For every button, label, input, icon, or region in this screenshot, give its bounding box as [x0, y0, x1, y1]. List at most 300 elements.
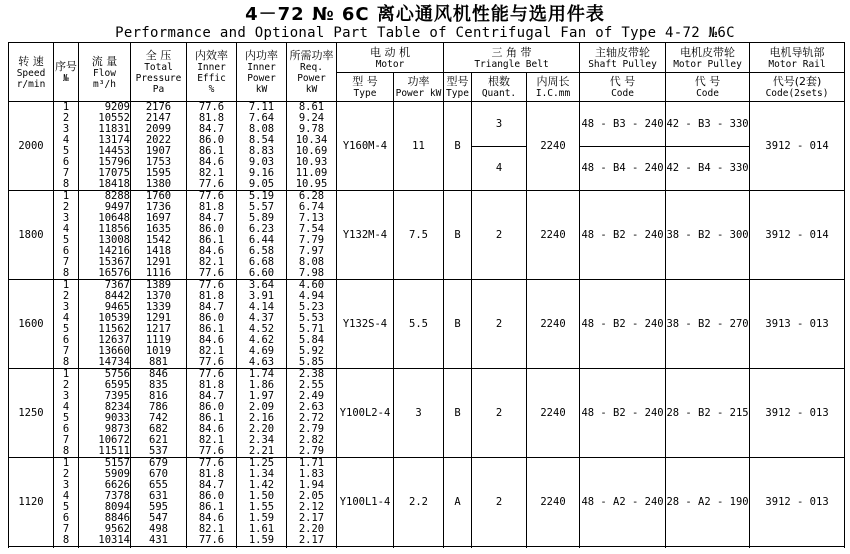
pressure-cell-value: 1595: [145, 167, 172, 179]
seq-cell-value: 2: [62, 290, 70, 302]
pressure-cell-value: 595: [149, 501, 168, 513]
table-row: [9, 191, 845, 280]
req-power-cell-value: 1.83: [298, 468, 325, 480]
efficiency-cell-value: 82.1: [198, 523, 225, 535]
pressure-cell-value: 1370: [145, 290, 172, 302]
efficiency-cell-value: 84.7: [198, 212, 225, 224]
shaft-pulley-cell: 48 - B3 - 240: [580, 102, 666, 147]
req-power-cell-value: 5.23: [298, 301, 325, 313]
seq-cell-value: 8: [62, 445, 70, 457]
pressure-cell-value: 1760: [145, 190, 172, 202]
motor-type-cell: Y132S-4: [337, 280, 394, 369]
pressure-cell-value: 2099: [145, 123, 172, 135]
pressure-cell-value: 1389: [145, 279, 172, 291]
efficiency-cell-value: 77.6: [198, 368, 225, 380]
title-english: Performance and Optional Part Table of Centrifugal Fan of Type 4-72 №6C: [115, 25, 735, 41]
inner-power-cell: [237, 369, 287, 458]
belt-quant-cell: 3: [472, 102, 527, 147]
pressure-cell-value: 1339: [145, 301, 172, 313]
belt-type-cell: B: [444, 280, 472, 369]
header-belt-type: 型号 Type: [444, 73, 472, 102]
req-power-cell-value: 9.24: [298, 112, 325, 124]
flow-cell-value: 8094: [104, 501, 130, 513]
inner-power-cell-value: 1.59: [248, 534, 275, 546]
header-motor-type: 型 号 Type: [337, 73, 394, 102]
flow-cell-value: 5157: [104, 457, 130, 469]
inner-power-cell-value: 9.16: [248, 167, 275, 179]
efficiency-cell: [187, 280, 237, 369]
flow-cell-value: 9497: [104, 201, 130, 213]
inner-power-cell-value: 2.16: [248, 412, 275, 424]
req-power-cell-value: 2.79: [298, 423, 325, 435]
belt-type-cell: B: [444, 369, 472, 458]
efficiency-cell-value: 84.6: [198, 334, 225, 346]
efficiency-cell-value: 84.7: [198, 390, 225, 402]
req-power-cell: [287, 280, 337, 369]
inner-power-cell-value: 1.34: [248, 468, 275, 480]
flow-cell-value: 9465: [104, 301, 130, 313]
inner-power-cell-value: 5.89: [248, 212, 275, 224]
flow-cell-value: 8234: [104, 401, 130, 413]
seq-cell-value: 3: [62, 390, 70, 402]
speed-cell: 1600: [9, 280, 54, 369]
inner-power-cell-value: 5.19: [248, 190, 275, 202]
inner-power-cell-value: 4.62: [248, 334, 275, 346]
inner-power-cell-value: 4.63: [248, 356, 275, 368]
inner-power-cell-value: 8.83: [248, 145, 275, 157]
req-power-cell-value: 10.69: [295, 145, 328, 157]
motor-pulley-cell: 42 - B4 - 330: [666, 146, 750, 191]
pressure-cell-value: 1907: [145, 145, 172, 157]
seq-cell-value: 2: [62, 112, 70, 124]
flow-cell-value: 8288: [104, 190, 130, 202]
flow-cell: [79, 280, 131, 369]
table-row: [9, 102, 845, 147]
efficiency-cell-value: 77.6: [198, 190, 225, 202]
efficiency-cell-value: 84.7: [198, 479, 225, 491]
req-power-cell: [287, 102, 337, 191]
pressure-cell-value: 1116: [145, 267, 172, 279]
inner-power-cell-value: 6.60: [248, 267, 275, 279]
req-power-cell-value: 5.85: [298, 356, 325, 368]
inner-power-cell-value: 4.14: [248, 301, 275, 313]
req-power-cell-value: 2.63: [298, 401, 325, 413]
header-efficiency: 内效率 Inner Effic %: [187, 43, 237, 102]
pressure-cell-value: 1697: [145, 212, 172, 224]
req-power-cell-value: 6.74: [298, 201, 325, 213]
seq-cell-value: 5: [62, 234, 70, 246]
shaft-pulley-cell: 48 - B2 - 240: [580, 280, 666, 369]
pressure-cell-value: 1753: [145, 156, 172, 168]
seq-cell-value: 3: [62, 301, 70, 313]
seq-cell-value: 5: [62, 323, 70, 335]
motor-pulley-cell: 28 - A2 - 190: [666, 458, 750, 547]
efficiency-cell-value: 77.6: [198, 267, 225, 279]
table-row: [9, 280, 845, 369]
header-motor-rail-code: 代号(2套) Code(2sets): [750, 73, 845, 102]
inner-power-cell-value: 9.05: [248, 178, 275, 190]
inner-power-cell-value: 4.69: [248, 345, 275, 357]
req-power-cell-value: 10.93: [295, 156, 328, 168]
pressure-cell-value: 631: [149, 490, 168, 502]
belt-type-cell: B: [444, 191, 472, 280]
pressure-cell-value: 1217: [145, 323, 172, 335]
inner-power-cell: [237, 191, 287, 280]
req-power-cell: [287, 191, 337, 280]
seq-cell-value: 8: [62, 178, 70, 190]
flow-cell-value: 9873: [104, 423, 130, 435]
req-power-cell-value: 8.61: [298, 101, 325, 113]
motor-type-cell: Y160M-4: [337, 102, 394, 191]
efficiency-cell-value: 77.6: [198, 101, 225, 113]
seq-cell-value: 7: [62, 256, 70, 268]
flow-cell-value: 5909: [104, 468, 130, 480]
header-belt: 三 角 带 Triangle Belt: [444, 43, 580, 73]
seq-cell-value: 8: [62, 356, 70, 368]
req-power-cell-value: 7.97: [298, 245, 325, 257]
header-shaft-pulley: 主轴皮带轮 Shaft Pulley: [580, 43, 666, 73]
flow-cell: [79, 191, 131, 280]
req-power-cell-value: 9.78: [298, 123, 325, 135]
req-power-cell-value: 2.49: [298, 390, 325, 402]
motor-type-cell: Y132M-4: [337, 191, 394, 280]
pressure-cell-value: 881: [149, 356, 168, 368]
header-motor-pulley: 电机皮带轮 Motor Pulley: [666, 43, 750, 73]
seq-cell-value: 4: [62, 223, 70, 235]
belt-type-cell: B: [444, 102, 472, 191]
motor-type-cell: Y100L2-4: [337, 369, 394, 458]
efficiency-cell-value: 86.0: [198, 401, 225, 413]
efficiency-cell-value: 81.8: [198, 112, 225, 124]
flow-cell-value: 14734: [98, 356, 130, 368]
belt-ic-cell: 2240: [527, 191, 580, 280]
pressure-cell-value: 1019: [145, 345, 172, 357]
pressure-cell: [131, 369, 187, 458]
inner-power-cell-value: 1.74: [248, 368, 275, 380]
motor-pulley-cell: 28 - B2 - 215: [666, 369, 750, 458]
flow-cell-value: 7378: [104, 490, 130, 502]
header-belt-ic: 内周长 I.C.mm: [527, 73, 580, 102]
seq-cell-value: 3: [62, 212, 70, 224]
inner-power-cell-value: 7.64: [248, 112, 275, 124]
req-power-cell-value: 11.09: [295, 167, 328, 179]
flow-cell-value: 14216: [98, 245, 130, 257]
seq-cell-value: 6: [62, 512, 70, 524]
header-seq: 序号 №: [54, 43, 79, 102]
seq-cell-value: 1: [62, 279, 70, 291]
inner-power-cell-value: 1.50: [248, 490, 275, 502]
seq-cell: [54, 102, 79, 191]
efficiency-cell-value: 77.6: [198, 178, 225, 190]
efficiency-cell: [187, 369, 237, 458]
flow-cell-value: 8442: [104, 290, 130, 302]
belt-quant-cell: 2: [472, 191, 527, 280]
pressure-cell-value: 742: [149, 412, 168, 424]
inner-power-cell-value: 6.44: [248, 234, 275, 246]
pressure-cell-value: 2147: [145, 112, 172, 124]
pressure-cell-value: 682: [149, 423, 168, 435]
flow-cell-value: 10539: [98, 312, 130, 324]
efficiency-cell-value: 77.6: [198, 445, 225, 457]
inner-power-cell-value: 5.57: [248, 201, 275, 213]
motor-type-cell: Y100L1-4: [337, 458, 394, 547]
efficiency-cell-value: 84.7: [198, 301, 225, 313]
pressure-cell-value: 2022: [145, 134, 172, 146]
motor-power-cell: 7.5: [394, 191, 444, 280]
seq-cell-value: 4: [62, 312, 70, 324]
pressure-cell-value: 1380: [145, 178, 172, 190]
motor-rail-cell: 3912 - 014: [750, 191, 845, 280]
inner-power-cell-value: 6.58: [248, 245, 275, 257]
seq-cell-value: 5: [62, 501, 70, 513]
efficiency-cell-value: 86.1: [198, 234, 225, 246]
speed-cell: 1120: [9, 458, 54, 547]
flow-cell-value: 6595: [104, 379, 130, 391]
efficiency-cell-value: 81.8: [198, 290, 225, 302]
table-row: [9, 369, 845, 458]
pressure-cell: [131, 191, 187, 280]
req-power-cell-value: 5.92: [298, 345, 325, 357]
header-speed: 转 速 Speed r/min: [9, 43, 54, 102]
pressure-cell-value: 655: [149, 479, 168, 491]
req-power-cell-value: 2.72: [298, 412, 325, 424]
inner-power-cell-value: 2.21: [248, 445, 275, 457]
efficiency-cell-value: 84.6: [198, 423, 225, 435]
flow-cell-value: 16576: [98, 267, 130, 279]
pressure-cell-value: 816: [149, 390, 168, 402]
belt-ic-cell: 2240: [527, 458, 580, 547]
inner-power-cell-value: 3.91: [248, 290, 275, 302]
flow-cell-value: 11831: [98, 123, 130, 135]
flow-cell-value: 10672: [98, 434, 130, 446]
motor-rail-cell: 3913 - 013: [750, 280, 845, 369]
req-power-cell-value: 10.34: [295, 134, 328, 146]
motor-power-cell: 11: [394, 102, 444, 191]
efficiency-cell-value: 77.6: [198, 279, 225, 291]
motor-pulley-cell: 38 - B2 - 300: [666, 191, 750, 280]
efficiency-cell-value: 81.8: [198, 201, 225, 213]
req-power-cell-value: 4.94: [298, 290, 325, 302]
seq-cell-value: 7: [62, 345, 70, 357]
inner-power-cell-value: 1.25: [248, 457, 275, 469]
efficiency-cell-value: 77.6: [198, 457, 225, 469]
motor-rail-cell: 3912 - 013: [750, 458, 845, 547]
shaft-pulley-cell: 48 - B2 - 240: [580, 191, 666, 280]
efficiency-cell-value: 86.1: [198, 412, 225, 424]
pressure-cell-value: 547: [149, 512, 168, 524]
req-power-cell-value: 2.55: [298, 379, 325, 391]
belt-type-cell: A: [444, 458, 472, 547]
inner-power-cell-value: 1.61: [248, 523, 275, 535]
inner-power-cell: [237, 458, 287, 547]
inner-power-cell-value: 1.42: [248, 479, 275, 491]
inner-power-cell-value: 9.03: [248, 156, 275, 168]
efficiency-cell: [187, 458, 237, 547]
belt-ic-cell: 2240: [527, 280, 580, 369]
inner-power-cell-value: 2.34: [248, 434, 275, 446]
flow-cell-value: 13660: [98, 345, 130, 357]
flow-cell-value: 5756: [104, 368, 130, 380]
inner-power-cell-value: 3.64: [248, 279, 275, 291]
belt-quant-cell: 2: [472, 280, 527, 369]
seq-cell-value: 1: [62, 101, 70, 113]
flow-cell-value: 7367: [104, 279, 130, 291]
pressure-cell-value: 1291: [145, 256, 172, 268]
seq-cell-value: 1: [62, 368, 70, 380]
flow-cell-value: 9033: [104, 412, 130, 424]
req-power-cell-value: 1.94: [298, 479, 325, 491]
seq-cell-value: 2: [62, 468, 70, 480]
flow-cell-value: 11511: [98, 445, 130, 457]
shaft-pulley-cell: 48 - A2 - 240: [580, 458, 666, 547]
header-row-1: [9, 43, 845, 73]
shaft-pulley-cell: 48 - B4 - 240: [580, 146, 666, 191]
pressure-cell-value: 498: [149, 523, 168, 535]
efficiency-cell-value: 82.1: [198, 345, 225, 357]
flow-cell-value: 8846: [104, 512, 130, 524]
efficiency-cell-value: 84.7: [198, 123, 225, 135]
pressure-cell-value: 846: [149, 368, 168, 380]
req-power-cell: [287, 369, 337, 458]
header-motor: 电 动 机 Motor: [337, 43, 444, 73]
seq-cell-value: 6: [62, 423, 70, 435]
req-power-cell-value: 2.17: [298, 512, 325, 524]
inner-power-cell-value: 2.20: [248, 423, 275, 435]
belt-ic-cell: 2240: [527, 102, 580, 191]
flow-cell-value: 14453: [98, 145, 130, 157]
efficiency-cell-value: 81.8: [198, 468, 225, 480]
flow-cell-value: 13008: [98, 234, 130, 246]
seq-cell-value: 7: [62, 434, 70, 446]
header-motor-pulley-code: 代 号 Code: [666, 73, 750, 102]
belt-ic-cell: 2240: [527, 369, 580, 458]
seq-cell-value: 8: [62, 534, 70, 546]
pressure-cell-value: 621: [149, 434, 168, 446]
flow-cell-value: 10314: [98, 534, 130, 546]
flow-cell-value: 17075: [98, 167, 130, 179]
header-belt-quant: 根数 Quant.: [472, 73, 527, 102]
table-row: [9, 458, 845, 547]
header-inner-power: 内功率 Inner Power kW: [237, 43, 287, 102]
efficiency-cell-value: 86.1: [198, 501, 225, 513]
header-flow: 流 量 Flow m³/h: [79, 43, 131, 102]
seq-cell-value: 7: [62, 523, 70, 535]
req-power-cell-value: 2.12: [298, 501, 325, 513]
pressure-cell-value: 431: [149, 534, 168, 546]
flow-cell-value: 9562: [104, 523, 130, 535]
efficiency-cell-value: 84.6: [198, 156, 225, 168]
motor-rail-cell: 3912 - 014: [750, 102, 845, 191]
title-chinese: 4－72 № 6C 离心通风机性能与选用件表: [245, 4, 605, 25]
seq-cell: [54, 191, 79, 280]
header-motor-power: 功率 Power kW: [394, 73, 444, 102]
efficiency-cell-value: 82.1: [198, 256, 225, 268]
pressure-cell-value: 537: [149, 445, 168, 457]
inner-power-cell-value: 8.08: [248, 123, 275, 135]
inner-power-cell-value: 8.54: [248, 134, 275, 146]
table-body: [9, 43, 845, 547]
req-power-cell: [287, 458, 337, 547]
req-power-cell-value: 2.79: [298, 445, 325, 457]
efficiency-cell-value: 86.1: [198, 145, 225, 157]
efficiency-cell-value: 86.0: [198, 134, 225, 146]
inner-power-cell-value: 1.86: [248, 379, 275, 391]
efficiency-cell-value: 84.6: [198, 245, 225, 257]
seq-cell-value: 3: [62, 479, 70, 491]
pressure-cell-value: 1291: [145, 312, 172, 324]
inner-power-cell-value: 6.68: [248, 256, 275, 268]
inner-power-cell-value: 6.23: [248, 223, 275, 235]
pressure-cell: [131, 280, 187, 369]
pressure-cell-value: 1418: [145, 245, 172, 257]
seq-cell-value: 2: [62, 201, 70, 213]
efficiency-cell: [187, 191, 237, 280]
efficiency-cell-value: 84.6: [198, 512, 225, 524]
req-power-cell-value: 7.79: [298, 234, 325, 246]
flow-cell-value: 11856: [98, 223, 130, 235]
efficiency-cell-value: 86.1: [198, 323, 225, 335]
performance-table: [8, 42, 845, 547]
shaft-pulley-cell: 48 - B2 - 240: [580, 369, 666, 458]
pressure-cell: [131, 102, 187, 191]
inner-power-cell-value: 1.55: [248, 501, 275, 513]
seq-cell-value: 5: [62, 412, 70, 424]
flow-cell-value: 15367: [98, 256, 130, 268]
pressure-cell-value: 1542: [145, 234, 172, 246]
seq-cell-value: 2: [62, 379, 70, 391]
req-power-cell-value: 10.95: [295, 178, 328, 190]
motor-pulley-cell: 42 - B3 - 330: [666, 102, 750, 147]
efficiency-cell-value: 82.1: [198, 434, 225, 446]
flow-cell-value: 7395: [104, 390, 130, 402]
req-power-cell-value: 8.08: [298, 256, 325, 268]
pressure-cell-value: 835: [149, 379, 168, 391]
seq-cell-value: 5: [62, 145, 70, 157]
header-motor-rail: 电机导轨部 Motor Rail: [750, 43, 845, 73]
req-power-cell-value: 6.28: [298, 190, 325, 202]
pressure-cell-value: 1736: [145, 201, 172, 213]
req-power-cell-value: 2.38: [298, 368, 325, 380]
header-pressure: 全 压 Total Pressure Pa: [131, 43, 187, 102]
flow-cell-value: 18418: [98, 178, 130, 190]
header-req-power: 所需功率 Req. Power kW: [287, 43, 337, 102]
req-power-cell-value: 7.13: [298, 212, 325, 224]
seq-cell-value: 1: [62, 457, 70, 469]
inner-power-cell-value: 4.37: [248, 312, 275, 324]
efficiency-cell-value: 86.0: [198, 223, 225, 235]
efficiency-cell-value: 86.0: [198, 490, 225, 502]
flow-cell-value: 10648: [98, 212, 130, 224]
flow-cell-value: 6626: [104, 479, 130, 491]
req-power-cell-value: 7.54: [298, 223, 325, 235]
speed-cell: 1800: [9, 191, 54, 280]
flow-cell-value: 13174: [98, 134, 130, 146]
efficiency-cell-value: 86.0: [198, 312, 225, 324]
seq-cell-value: 7: [62, 167, 70, 179]
seq-cell: [54, 280, 79, 369]
req-power-cell-value: 2.82: [298, 434, 325, 446]
inner-power-cell-value: 1.59: [248, 512, 275, 524]
seq-cell-value: 4: [62, 490, 70, 502]
motor-rail-cell: 3912 - 013: [750, 369, 845, 458]
speed-cell: 2000: [9, 102, 54, 191]
seq-cell-value: 8: [62, 267, 70, 279]
req-power-cell-value: 5.53: [298, 312, 325, 324]
efficiency-cell-value: 81.8: [198, 379, 225, 391]
req-power-cell-value: 5.84: [298, 334, 325, 346]
seq-cell-value: 6: [62, 156, 70, 168]
header-shaft-pulley-code: 代 号 Code: [580, 73, 666, 102]
